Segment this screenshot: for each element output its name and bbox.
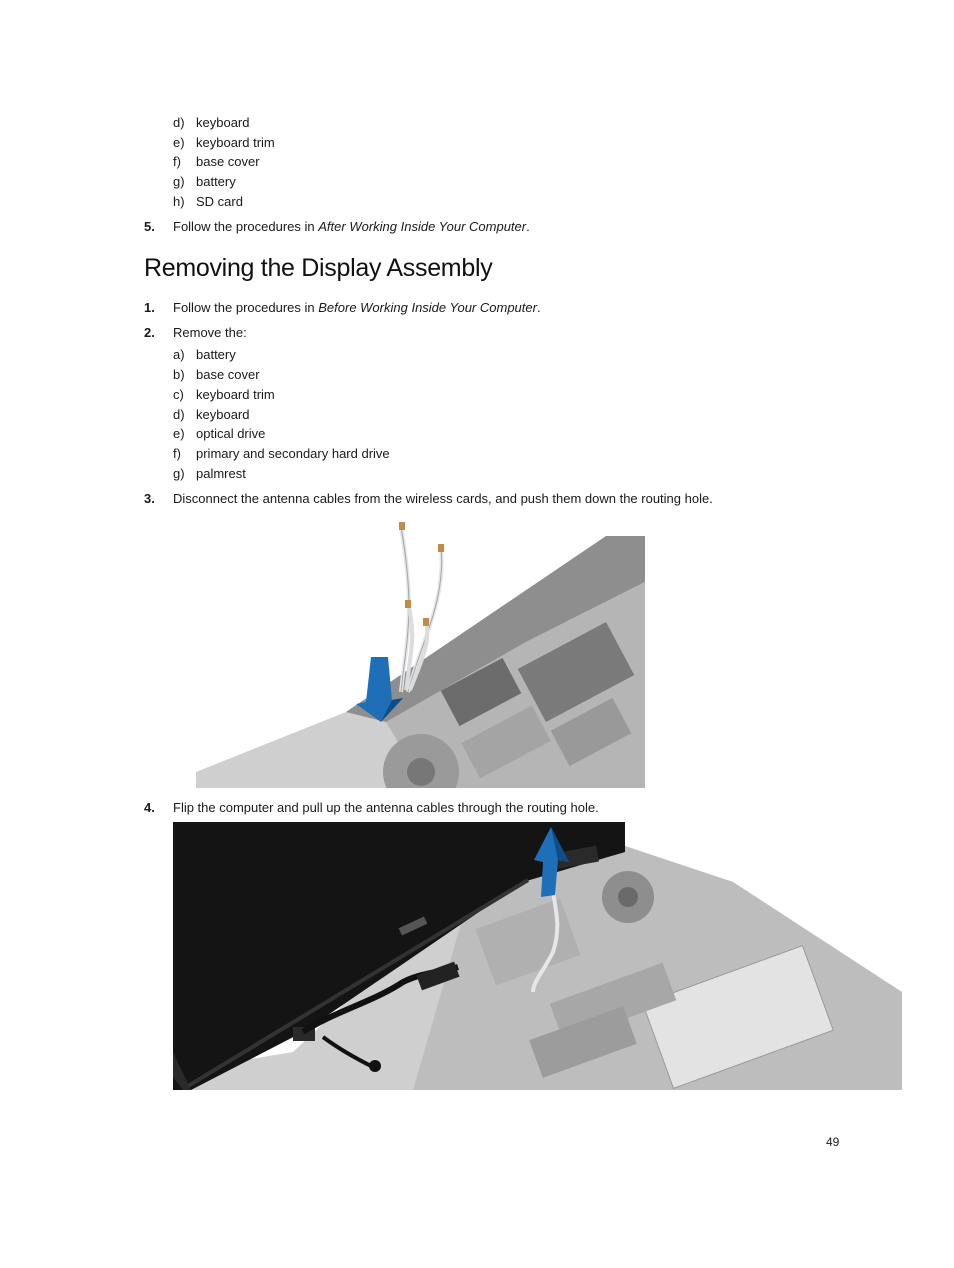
step-5 <box>144 219 844 237</box>
step-number: 2. <box>144 325 155 340</box>
top-sublist <box>173 115 473 215</box>
list-letter: h) <box>173 194 185 209</box>
step-1 <box>144 300 844 318</box>
step-text-lead: Follow the procedures in <box>173 219 319 234</box>
step-text: Disconnect the antenna cables from the wireless cards, and push them down the routing hole. <box>173 491 713 506</box>
list-letter: g) <box>173 174 185 189</box>
step-2 <box>144 325 844 343</box>
step-text: Flip the computer and pull up the antenna cables through the routing hole. <box>173 800 599 815</box>
list-letter: f) <box>173 446 181 461</box>
list-letter: a) <box>173 347 185 362</box>
step-4 <box>144 800 904 818</box>
list-text: battery <box>196 347 236 362</box>
list-letter: d) <box>173 407 185 422</box>
step-number: 3. <box>144 491 155 506</box>
step-text <box>173 219 530 235</box>
figure-antenna-pull-up <box>173 822 902 1090</box>
step-number: 5. <box>144 219 155 234</box>
list-text: keyboard trim <box>196 387 275 402</box>
step-text-end: . <box>536 300 541 315</box>
step-number: 1. <box>144 300 155 315</box>
step-3 <box>144 491 904 509</box>
step-text-end: . <box>526 219 530 234</box>
list-text: SD card <box>196 194 243 209</box>
list-text: primary and secondary hard drive <box>196 446 390 461</box>
list-letter: e) <box>173 426 185 441</box>
step-reference: Before Working Inside Your Computer <box>318 300 537 315</box>
list-letter: d) <box>173 115 185 130</box>
list-text: base cover <box>196 154 260 169</box>
list-letter: f) <box>173 154 181 169</box>
page-number: 49 <box>826 1135 840 1149</box>
list-text: base cover <box>196 367 260 382</box>
figure-antenna-push-down <box>196 522 645 788</box>
list-text: keyboard <box>196 407 250 422</box>
step-reference: After Working Inside Your Computer <box>318 219 527 234</box>
list-text: battery <box>196 174 236 189</box>
step-text-lead: Follow the procedures in <box>173 300 319 315</box>
section-heading: Removing the Display Assembly <box>144 254 493 282</box>
step-text: Remove the: <box>173 325 247 340</box>
step-text <box>173 300 541 316</box>
list-letter: e) <box>173 135 185 150</box>
list-text: optical drive <box>196 426 266 441</box>
list-letter: c) <box>173 387 184 402</box>
list-text: keyboard trim <box>196 135 275 150</box>
list-text: palmrest <box>196 466 246 481</box>
list-letter: g) <box>173 466 185 481</box>
step-number: 4. <box>144 800 155 815</box>
remove-sublist <box>173 347 473 487</box>
list-text: keyboard <box>196 115 250 130</box>
list-letter: b) <box>173 367 185 382</box>
